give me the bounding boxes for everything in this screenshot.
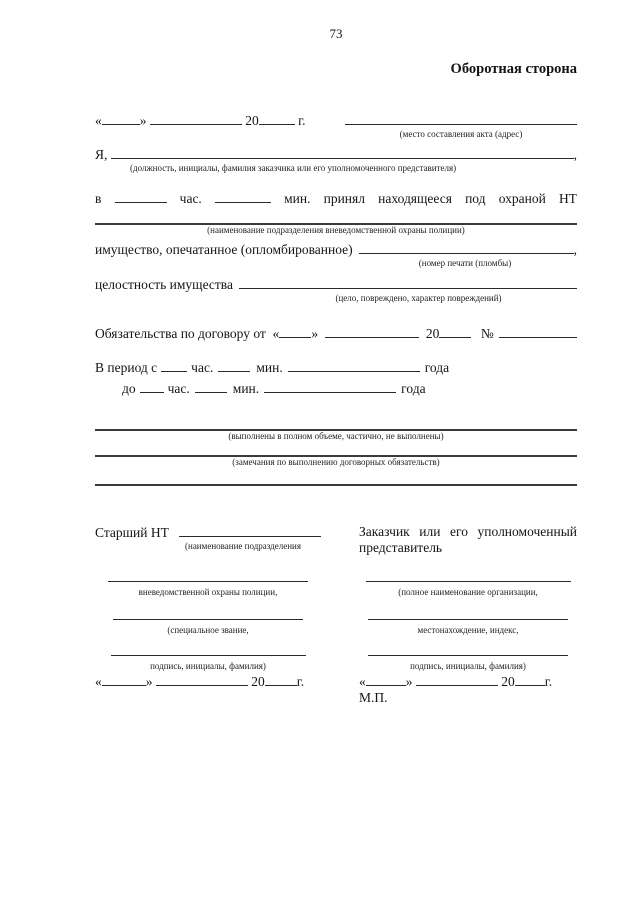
extra-line (95, 483, 577, 486)
word-okhranoy: охраной (498, 191, 546, 206)
year-prefix: 20 (501, 674, 515, 689)
page-title: Оборотная сторона (450, 61, 577, 77)
property-comma: , (573, 242, 577, 257)
fulfilled-caption: (выполнены в полном объеме, частично, не выполнены) (228, 431, 444, 441)
seal-caption-row (95, 258, 577, 269)
customer-title: Заказчик или его уполномоченный представитель (359, 524, 577, 555)
contract-year-blank (439, 325, 471, 338)
right-caption-3: местонахождение, индекс, (417, 625, 519, 635)
year-word: года (424, 360, 450, 375)
number-sign: № (480, 326, 494, 341)
contract-label: Обязательства по договору от (95, 326, 266, 341)
word-chas: час. (179, 191, 202, 206)
hour-blank (115, 190, 167, 203)
left-signature-caption: подпись, инициалы, фамилия) (150, 661, 266, 671)
signature-dates-row (95, 673, 577, 690)
right-caption-2: (полное наименование организации, (398, 587, 538, 597)
hours-label: час. (167, 381, 190, 396)
senior-unit-caption-row (95, 541, 321, 552)
act-day-blank (102, 112, 140, 125)
integrity-label: целостность имущества (95, 277, 233, 292)
integrity-caption-row (95, 293, 577, 304)
integrity-line (239, 276, 577, 289)
right-line-2 (366, 569, 571, 582)
date-place-row (95, 98, 577, 140)
contract-month-blank (325, 325, 420, 338)
open-quote: « (95, 674, 102, 689)
left-caption-2: вневедомственной охраны полиции, (138, 587, 278, 597)
act-year-blank (259, 112, 295, 125)
year-suffix: г. (298, 113, 306, 128)
acceptance-row (95, 190, 577, 207)
period-to-hour-blank (140, 380, 164, 393)
remarks-caption: (замечания по выполнению договорных обязательств) (232, 457, 440, 467)
close-quote: » (139, 113, 147, 128)
word-nt: НТ (558, 191, 577, 206)
contract-number-blank (499, 325, 577, 338)
integrity-caption: (цело, повреждено, характер повреждений) (335, 293, 502, 303)
property-label: имущество, опечатанное (опломбированное) (95, 242, 353, 257)
period-to-row (122, 380, 577, 397)
signature-block (95, 524, 577, 706)
left-caption-3: (специальное звание, (167, 625, 249, 635)
close-quote: » (311, 326, 319, 341)
declarant-caption: (должность, инициалы, фамилия заказчика или его уполномоченного представителя) (130, 163, 457, 173)
contract-row (95, 325, 577, 342)
right-date-day-blank (366, 673, 406, 686)
period-to-label: до (122, 381, 136, 396)
minutes-label: мин. (232, 381, 260, 396)
declarant-line (111, 146, 573, 159)
act-month-blank (150, 112, 242, 125)
senior-nt-label: Старший НТ (95, 525, 169, 540)
year-word: года (401, 381, 426, 396)
period-label: В период с (95, 360, 158, 375)
word-min: мин. (284, 191, 311, 206)
close-quote: » (145, 674, 153, 689)
place-line (345, 112, 577, 125)
left-line-2 (108, 569, 308, 582)
signature-row-4 (95, 643, 577, 672)
word-v: в (95, 191, 102, 206)
period-from-hour-blank (161, 359, 187, 372)
declarant-prefix: Я, (95, 147, 108, 162)
property-row (95, 241, 577, 258)
year-prefix: 20 (251, 674, 265, 689)
period-to-minute-blank (195, 380, 227, 393)
seal-number-line (359, 241, 574, 254)
left-signature-line (111, 643, 306, 656)
left-date-year-blank (265, 673, 297, 686)
period-from-date-blank (288, 359, 420, 372)
word-prinyal: принял (323, 191, 365, 206)
right-line-3 (368, 607, 568, 620)
open-quote: « (272, 326, 280, 341)
open-quote: « (95, 113, 102, 128)
period-from-row (95, 359, 577, 376)
integrity-row (95, 276, 577, 293)
place-caption: (место составления акта (адрес) (399, 129, 523, 139)
place-group (345, 98, 577, 140)
word-nakhodyashcheesya: находящееся (378, 191, 452, 206)
right-signature-line (368, 643, 568, 656)
left-date-day-blank (102, 673, 146, 686)
open-quote: « (359, 674, 366, 689)
minute-blank (215, 190, 271, 203)
year-prefix: 20 (425, 326, 440, 341)
page-number: 73 (329, 26, 343, 41)
word-pod: под (465, 191, 486, 206)
year-prefix: 20 (245, 113, 259, 128)
period-from-minute-blank (218, 359, 250, 372)
stamp-row (95, 690, 577, 706)
signature-row-3 (95, 607, 577, 636)
year-suffix: г. (296, 674, 305, 689)
close-quote: » (405, 674, 413, 689)
period-to-date-blank (264, 380, 396, 393)
right-date-year-blank (515, 673, 545, 686)
senior-unit-caption: (наименование подразделения (185, 541, 301, 551)
declarant-row (95, 146, 577, 163)
hours-label: час. (191, 360, 214, 375)
left-date-month-blank (156, 673, 248, 686)
act-date-group (95, 112, 306, 129)
contract-day-blank (279, 325, 311, 338)
stamp-label: М.П. (359, 690, 388, 705)
right-signature-caption: подпись, инициалы, фамилия) (410, 661, 526, 671)
signature-titles-row (95, 524, 577, 556)
unit-caption: (наименование подразделения вневедомственной охраны полиции) (207, 225, 465, 235)
year-suffix: г. (544, 674, 553, 689)
senior-unit-line (179, 524, 321, 537)
declarant-comma: , (573, 147, 577, 162)
seal-caption: (номер печати (пломбы) (418, 258, 512, 268)
minutes-label: мин. (256, 360, 283, 375)
senior-nt-row (95, 524, 321, 541)
left-line-3 (113, 607, 303, 620)
signature-row-2 (95, 569, 577, 598)
right-date-month-blank (416, 673, 498, 686)
